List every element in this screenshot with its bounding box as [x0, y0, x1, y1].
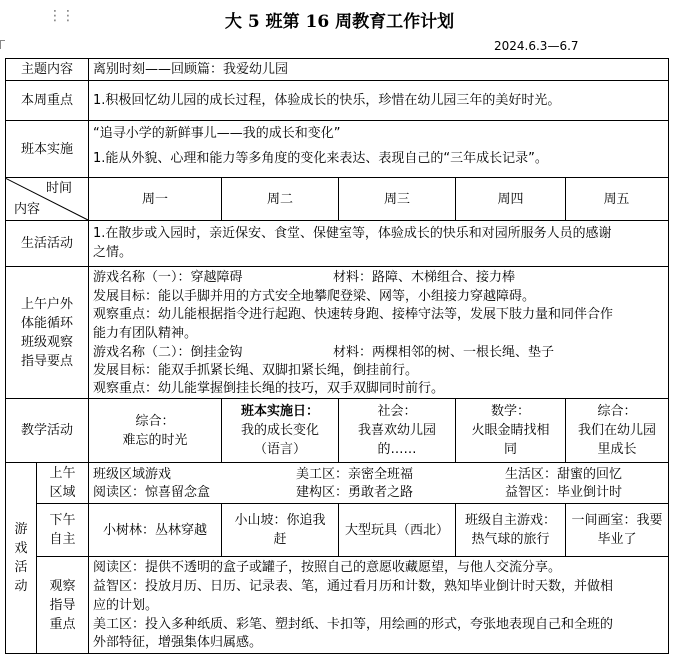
teaching-day-tue	[222, 399, 338, 462]
games-label-char: 动	[14, 579, 28, 594]
teaching-line: （语言）	[253, 442, 306, 457]
afternoon-line: 大型玩具（西北）	[344, 522, 449, 538]
outdoor-line: 发展目标：能以手脚并用的方式安全地攀爬登梁、网等，小组接力穿越障碍。	[93, 289, 536, 304]
morning-area: 阅读区：惊喜留念盒	[93, 485, 211, 500]
afternoon-day-tue	[222, 504, 338, 556]
games-label-char: 游	[14, 522, 28, 537]
observe-line: 阅读区：提供不透明的盒子或罐子，按照自己的意愿收藏愿望，与他人交流分享。	[93, 560, 562, 575]
header-time: 时间	[46, 181, 73, 196]
morning-area: 班级区域游戏	[93, 467, 172, 482]
afternoon-line: 小山坡：你追我	[234, 513, 326, 528]
games-label	[6, 463, 36, 653]
implementation-label: 班本实施	[20, 141, 73, 157]
outdoor-line: 游戏名称（二）：倒挂金钩	[93, 345, 243, 360]
observe-line: 外部特征，增强集体归属感。	[93, 635, 263, 650]
outdoor-line: 观察重点：幼儿能掌握倒挂长绳的技巧，双手双脚同时前行。	[93, 381, 445, 396]
header-day-tue: 周二	[266, 191, 293, 207]
afternoon-line: 赶	[273, 532, 287, 547]
focus-label: 本周重点	[20, 93, 73, 108]
morning-area: 生活区：甜蜜的回忆	[505, 467, 623, 482]
teaching-line: 社会：	[377, 404, 417, 419]
afternoon-line: 一间画室：我要	[571, 513, 663, 528]
page-title: 大 5 班第 16 周教育工作计划	[224, 12, 455, 32]
observe-label-line: 重点	[49, 616, 76, 632]
morning-area: 美工区：亲密全班福	[296, 467, 414, 482]
outdoor-line: 观察重点：幼儿能根据指令进行起跑、快速转身跑、接棒守法等，发展下肢力量和同伴合作	[93, 307, 614, 322]
morning-label-line: 上午	[49, 466, 76, 481]
teaching-line: 里成长	[597, 442, 637, 457]
games-label-char: 活	[14, 560, 28, 575]
outdoor-material: 材料：两棵相邻的树、一根长绳、垫子	[333, 345, 555, 360]
afternoon-line: 班级自主游戏：	[464, 513, 556, 528]
teaching-line: 我们在幼儿园	[577, 423, 656, 438]
observe-line: 益智区：投放月历、日历、记录表、笔，通过看月历和计数，熟知毕业倒计时天数，并做相	[93, 579, 614, 594]
outdoor-line: 能力有团队精神。	[93, 326, 198, 341]
life-line-1: 1.在散步或入园时，亲近保安、食堂、保健室等，体验成长的快乐和对园所服务人员的感谢	[92, 226, 612, 241]
observe-line: 应的计划。	[93, 598, 159, 613]
outdoor-material: 材料：路障、木梯组合、接力棒	[333, 270, 516, 285]
life-label: 生活活动	[20, 236, 73, 251]
header-day-mon: 周一	[141, 191, 168, 207]
teaching-line: 难忘的时光	[122, 432, 188, 448]
teaching-day-mon	[89, 399, 221, 462]
margin-mark	[0, 40, 5, 49]
afternoon-day-fri	[566, 504, 668, 556]
afternoon-day-mon	[89, 504, 221, 556]
life-line-2: 之情。	[93, 245, 133, 260]
games-label-char: 戏	[14, 541, 28, 556]
teaching-line: 我喜欢幼儿园	[357, 423, 436, 438]
afternoon-line: 毕业了	[597, 532, 637, 547]
implementation-line-1: “追寻小学的新鲜事儿——我的成长和变化”	[93, 126, 341, 141]
afternoon-day-wed	[339, 504, 455, 556]
afternoon-label	[37, 504, 88, 556]
outdoor-label-line: 体能循环	[20, 315, 73, 331]
outdoor-label	[6, 267, 88, 398]
afternoon-label-line: 自主	[49, 532, 76, 547]
focus-value: 1.积极回忆幼儿园的成长过程，体验成长的快乐，珍惜在幼儿园三年的美好时光。	[93, 93, 561, 108]
morning-area: 建构区：勇敢者之路	[296, 485, 414, 500]
outdoor-label-line: 指导要点	[20, 353, 73, 369]
afternoon-label-line: 下午	[49, 513, 76, 528]
header-day-wed: 周三	[383, 191, 410, 207]
drag-handle-icon[interactable]: ⋮⋮	[48, 8, 74, 24]
implementation-line-2: 1.能从外貌、心理和能力等多角度的变化来表达、表现自己的“三年成长记录”。	[93, 151, 548, 166]
outdoor-line: 发展目标：能双手抓紧长绳、双脚扣紧长绳，倒挂前行。	[93, 363, 419, 378]
header-day-fri: 周五	[603, 191, 630, 207]
morning-area: 益智区：毕业倒计时	[505, 485, 623, 500]
teaching-day-thu	[456, 399, 565, 462]
teaching-line: 的……	[377, 442, 417, 457]
observe-label-line: 观察	[49, 578, 76, 594]
teaching-line: 同	[503, 442, 517, 457]
observe-label-line: 指导	[49, 597, 76, 613]
teaching-line: 班本实施日：	[240, 404, 319, 419]
teaching-day-wed	[339, 399, 455, 462]
observe-label	[37, 557, 88, 653]
header-day-thu: 周四	[497, 191, 524, 207]
date-range: 2024.6.3—6.7	[494, 39, 579, 53]
teaching-day-fri	[566, 399, 668, 462]
teaching-line: 综合：	[597, 404, 637, 419]
theme-label: 主题内容	[20, 62, 73, 77]
teaching-line: 综合：	[135, 413, 175, 429]
afternoon-day-thu	[456, 504, 565, 556]
morning-label-line: 区域	[49, 485, 76, 500]
teaching-line: 火眼金睛找相	[471, 423, 550, 438]
header-content: 内容	[14, 202, 41, 217]
teaching-label: 教学活动	[20, 423, 73, 438]
outdoor-label-line: 上午户外	[20, 296, 73, 312]
observe-line: 美工区：投入多种纸质、彩笔、塑封纸、卡扣等，用绘画的形式，夸张地表现自己和全班的	[93, 617, 614, 632]
teaching-line: 数学：	[490, 404, 530, 419]
morning-label	[37, 463, 88, 503]
outdoor-label-line: 班级观察	[20, 334, 73, 350]
outdoor-line: 游戏名称（一）：穿越障碍	[93, 270, 243, 285]
afternoon-line: 小树林：丛林穿越	[102, 522, 207, 538]
teaching-line: 我的成长变化	[240, 423, 319, 438]
afternoon-line: 热气球的旅行	[471, 532, 550, 547]
theme-value: 离别时刻——回顾篇：我爱幼儿园	[93, 62, 289, 77]
